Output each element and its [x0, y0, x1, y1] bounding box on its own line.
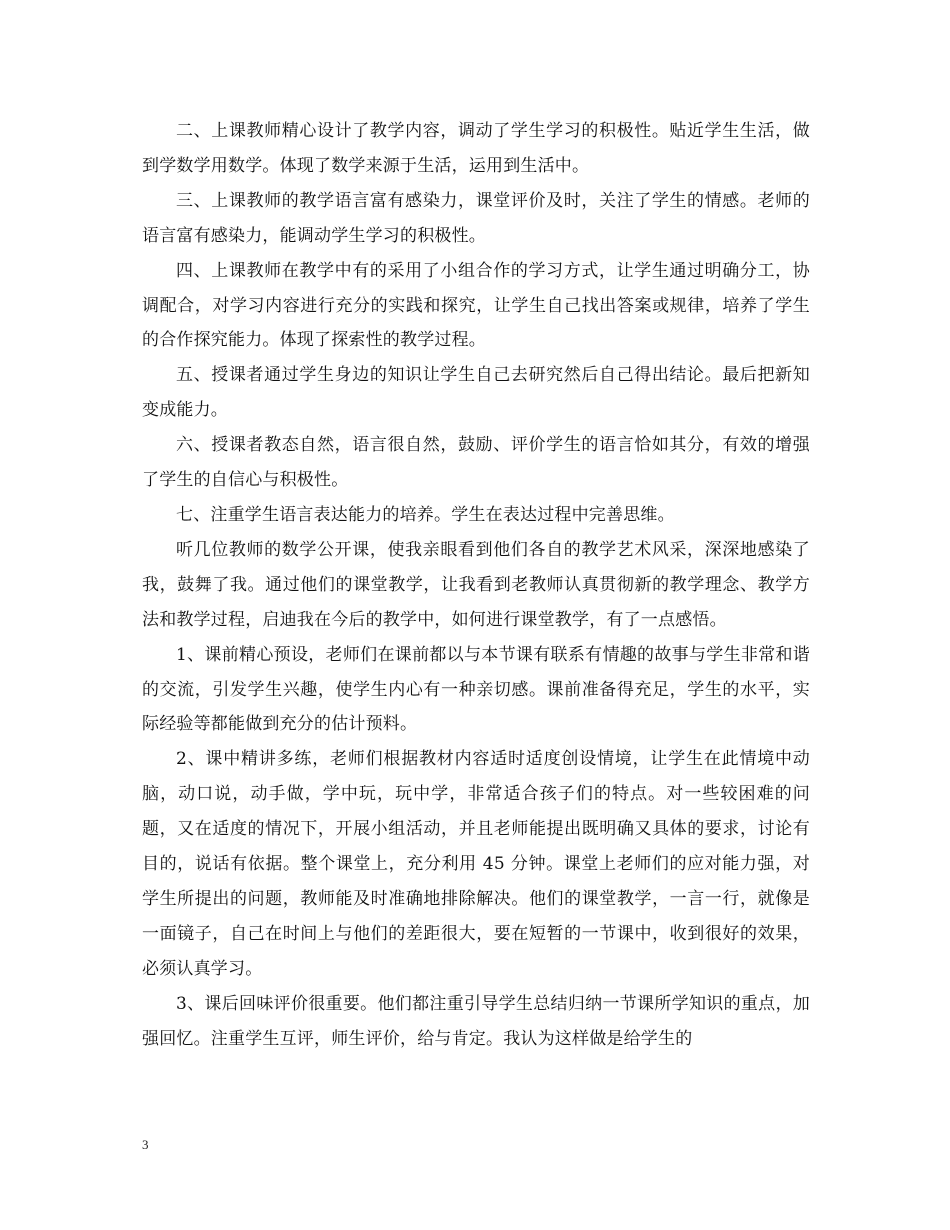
paragraph-2: 二、上课教师精心设计了教学内容，调动了学生学习的积极性。贴近学生生活，做到学数学用数学。体现了数学来源于生活，运用到生活中。: [142, 121, 810, 176]
paragraph-point-1: 1、课前精心预设，老师们在课前都以与本节课有联系有情趣的故事与学生非常和谐的交流，引发学生兴趣，使学生内心有一种亲切感。课前准备得充足，学生的水平，实际经验等都能做到充分的估计预料。: [142, 644, 810, 735]
page-number: 3: [142, 1137, 149, 1152]
paragraph-point-3: 3、课后回味评价很重要。他们都注重引导学生总结归纳一节课所学知识的重点，加强回忆。注重学生互评，师生评价，给与肯定。我认为这样做是给学生的: [142, 993, 810, 1049]
paragraph-reflection-intro: 听几位教师的数学公开课，使我亲眼看到他们各自的教学艺术风采，深深地感染了我，鼓舞了我。通过他们的课堂教学，让我看到老教师认真贯彻新的教学理念、教学方法和教学过程，启迪我在今后的教学中，如何进行课堂教学，有了一点感悟。: [142, 539, 810, 630]
paragraph-7: 七、注重学生语言表达能力的培养。学生在表达过程中完善思维。: [176, 504, 675, 525]
paragraph-point-2: 2、课中精讲多练，老师们根据教材内容适时适度创设情境，让学生在此情境中动脑，动口说，动手做，学中玩，玩中学，非常适合孩子们的特点。对一些较困难的问题，又在适度的情况下，开展小组活动，并且老师能提出既明确又具体的要求，讨论有目的，说话有依据。整个课堂上，充分利用 45 分钟。课堂上老师们的应对能力强，对学生所提出的问题，教师能及时准确地排除解决。他们的课堂教学，一言一行，就像是一面镜子，自己在时间上与他们的差距很大，要在短暂的一节课中，收到很好的效果，必须认真学习。: [142, 749, 810, 979]
paragraph-3: 三、上课教师的教学语言富有感染力，课堂评价及时，关注了学生的情感。老师的语言富有感染力，能调动学生学习的积极性。: [142, 190, 810, 246]
paragraph-5: 五、授课者通过学生身边的知识让学生自己去研究然后自己得出结论。最后把新知变成能力。: [142, 365, 810, 421]
paragraph-4: 四、上课教师在教学中有的采用了小组合作的学习方式，让学生通过明确分工，协调配合，对学习内容进行充分的实践和探究，让学生自己找出答案或规律，培养了学生的合作探究能力。体现了探索性的教学过程。: [142, 260, 810, 351]
paragraph-6: 六、授课者教态自然，语言很自然，鼓励、评价学生的语言恰如其分，有效的增强了学生的自信心与积极性。: [142, 435, 810, 491]
document-body: [142, 114, 810, 1056]
